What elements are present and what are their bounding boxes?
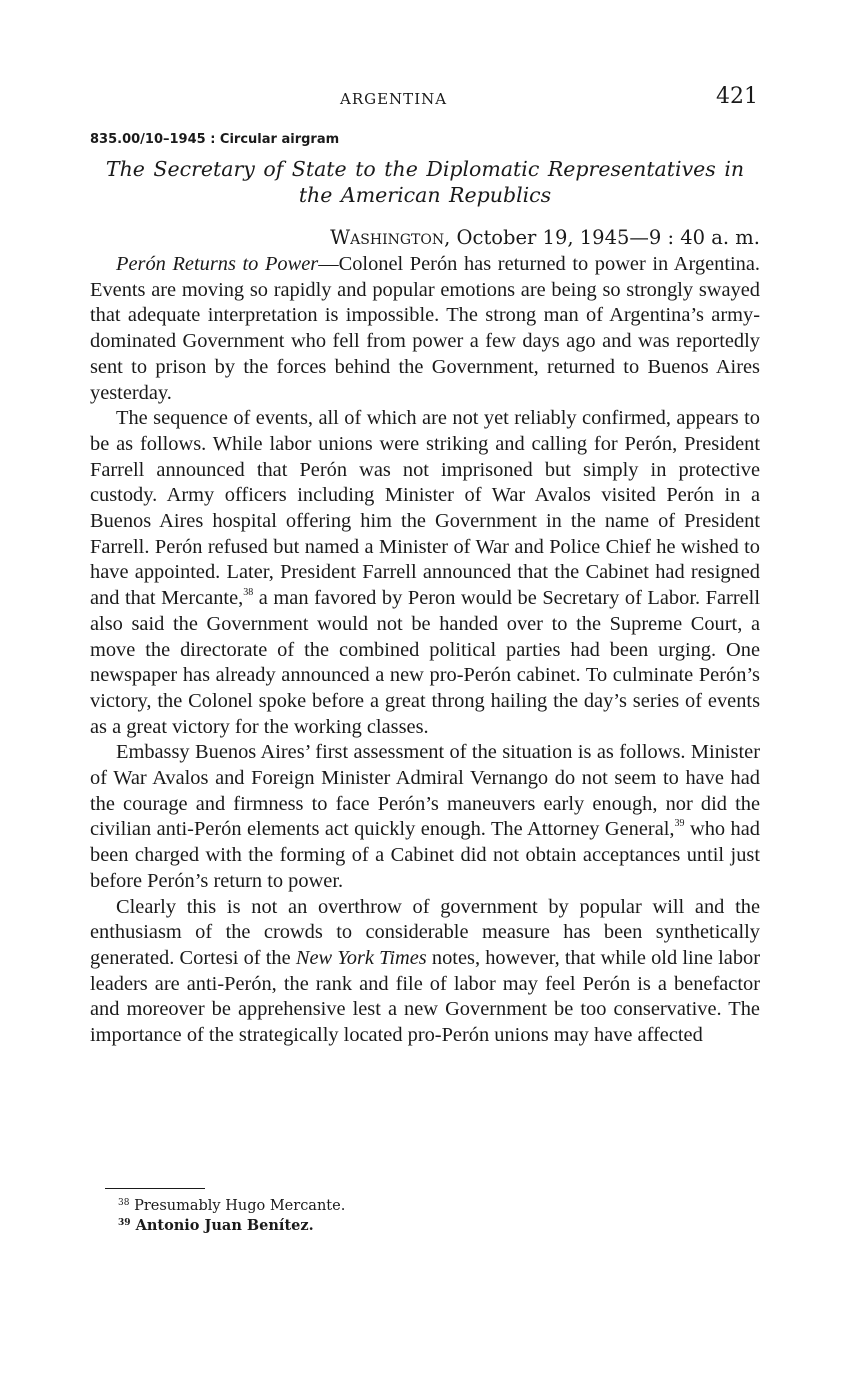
body-text <box>90 252 760 1049</box>
paragraph-3 <box>90 740 760 894</box>
paragraph-2-text-b: a man favored by Peron would be Secretary of Labor. Farrell also said the Government would not be handed over to the Supreme Court, a move the directorate of the combined political parties had been urging. One newspaper has already announced a new pro-Perón cabinet. To culminate Perón’s victory, the Colonel spoke before a great throng hailing the day’s series of events as a great victory for the working classes. <box>90 587 760 738</box>
paragraph-3-text-a: Embassy Buenos Aires’ first assessment of the situation is as follows. Minister of War Avalos and Foreign Minister Admiral Vernango do not seem to have had the courage and firmness to face Perón’s maneuvers early enough, nor did the civilian anti-Perón elements act quickly enough. The Attorney General, <box>90 741 760 841</box>
dateline <box>330 226 760 249</box>
footnote-number: 39 <box>118 1218 131 1228</box>
running-head: ARGENTINA <box>340 90 448 108</box>
section-heading: Perón Returns to Power <box>116 253 319 275</box>
footnotes <box>118 1197 518 1235</box>
file-reference: 835.00/10–1945 : Circular airgram <box>90 132 340 147</box>
footnote <box>118 1197 518 1216</box>
paragraph-2-text-a: The sequence of events, all of which are not yet reliably confirmed, appears to be as follows. While labor unions were striking and calling for Perón, President Farrell announced that Perón was not imprisoned but simply in protective custody. Army officers including Minister of War Avalos visited Perón in a Buenos Aires hospital offering him the Government in the name of President Farrell. Perón refused but named a Minister of War and Police Chief he wished to have appointed. Later, President Farrell announced that the Cabinet had resigned and that Mercante, <box>90 407 760 610</box>
paragraph-4-text-a: Clearly this is not an overthrow of government by popular will and the enthusiasm of the crowds to considerable measure has been synthetically generated. Cortesi of the <box>90 895 760 969</box>
footnote-divider <box>105 1188 205 1189</box>
footnote <box>118 1216 518 1235</box>
dateline-date: October 19, 1945—9 : 40 a. m. <box>456 226 760 249</box>
paragraph-3-text-b: who had been charged with the forming of a Cabinet did not obtain acceptances until just before Perón’s return to power. <box>90 818 760 892</box>
footnote-ref-39: 39 <box>674 818 685 830</box>
paragraph-2 <box>90 406 760 740</box>
footnote-text: Antonio Juan Benítez. <box>135 1217 314 1234</box>
document-title: The Secretary of State to the Diplomatic Representatives in the American Republics <box>105 157 745 207</box>
dateline-place: Washington, <box>330 226 451 249</box>
paragraph-1-text: —Colonel Perón has returned to power in Argentina. Events are moving so rapidly and popular emotions are being so strongly swayed that adequate interpretation is impossible. The strong man of Argentina’s army-dominated Government who fell from power a few days ago and was reportedly sent to prison by the forces behind the Government, returned to Buenos Aires yesterday. <box>90 253 761 404</box>
footnote-number: 38 <box>118 1198 130 1208</box>
footnote-text: Presumably Hugo Mercante. <box>134 1198 346 1214</box>
footnote-ref-38: 38 <box>243 587 254 599</box>
page-number: 421 <box>716 84 758 109</box>
paragraph-1 <box>90 252 760 406</box>
paragraph-4-text-b: notes, however, that while old line labor leaders are anti-Perón, the rank and file of labor may feel Perón is a benefactor and moreover be apprehensive lest a new Government be too conservative. The importance of the strategically located pro-Perón unions may have affected <box>90 946 761 1047</box>
newspaper-name: New York Times <box>295 946 427 969</box>
paragraph-4 <box>90 895 760 1049</box>
